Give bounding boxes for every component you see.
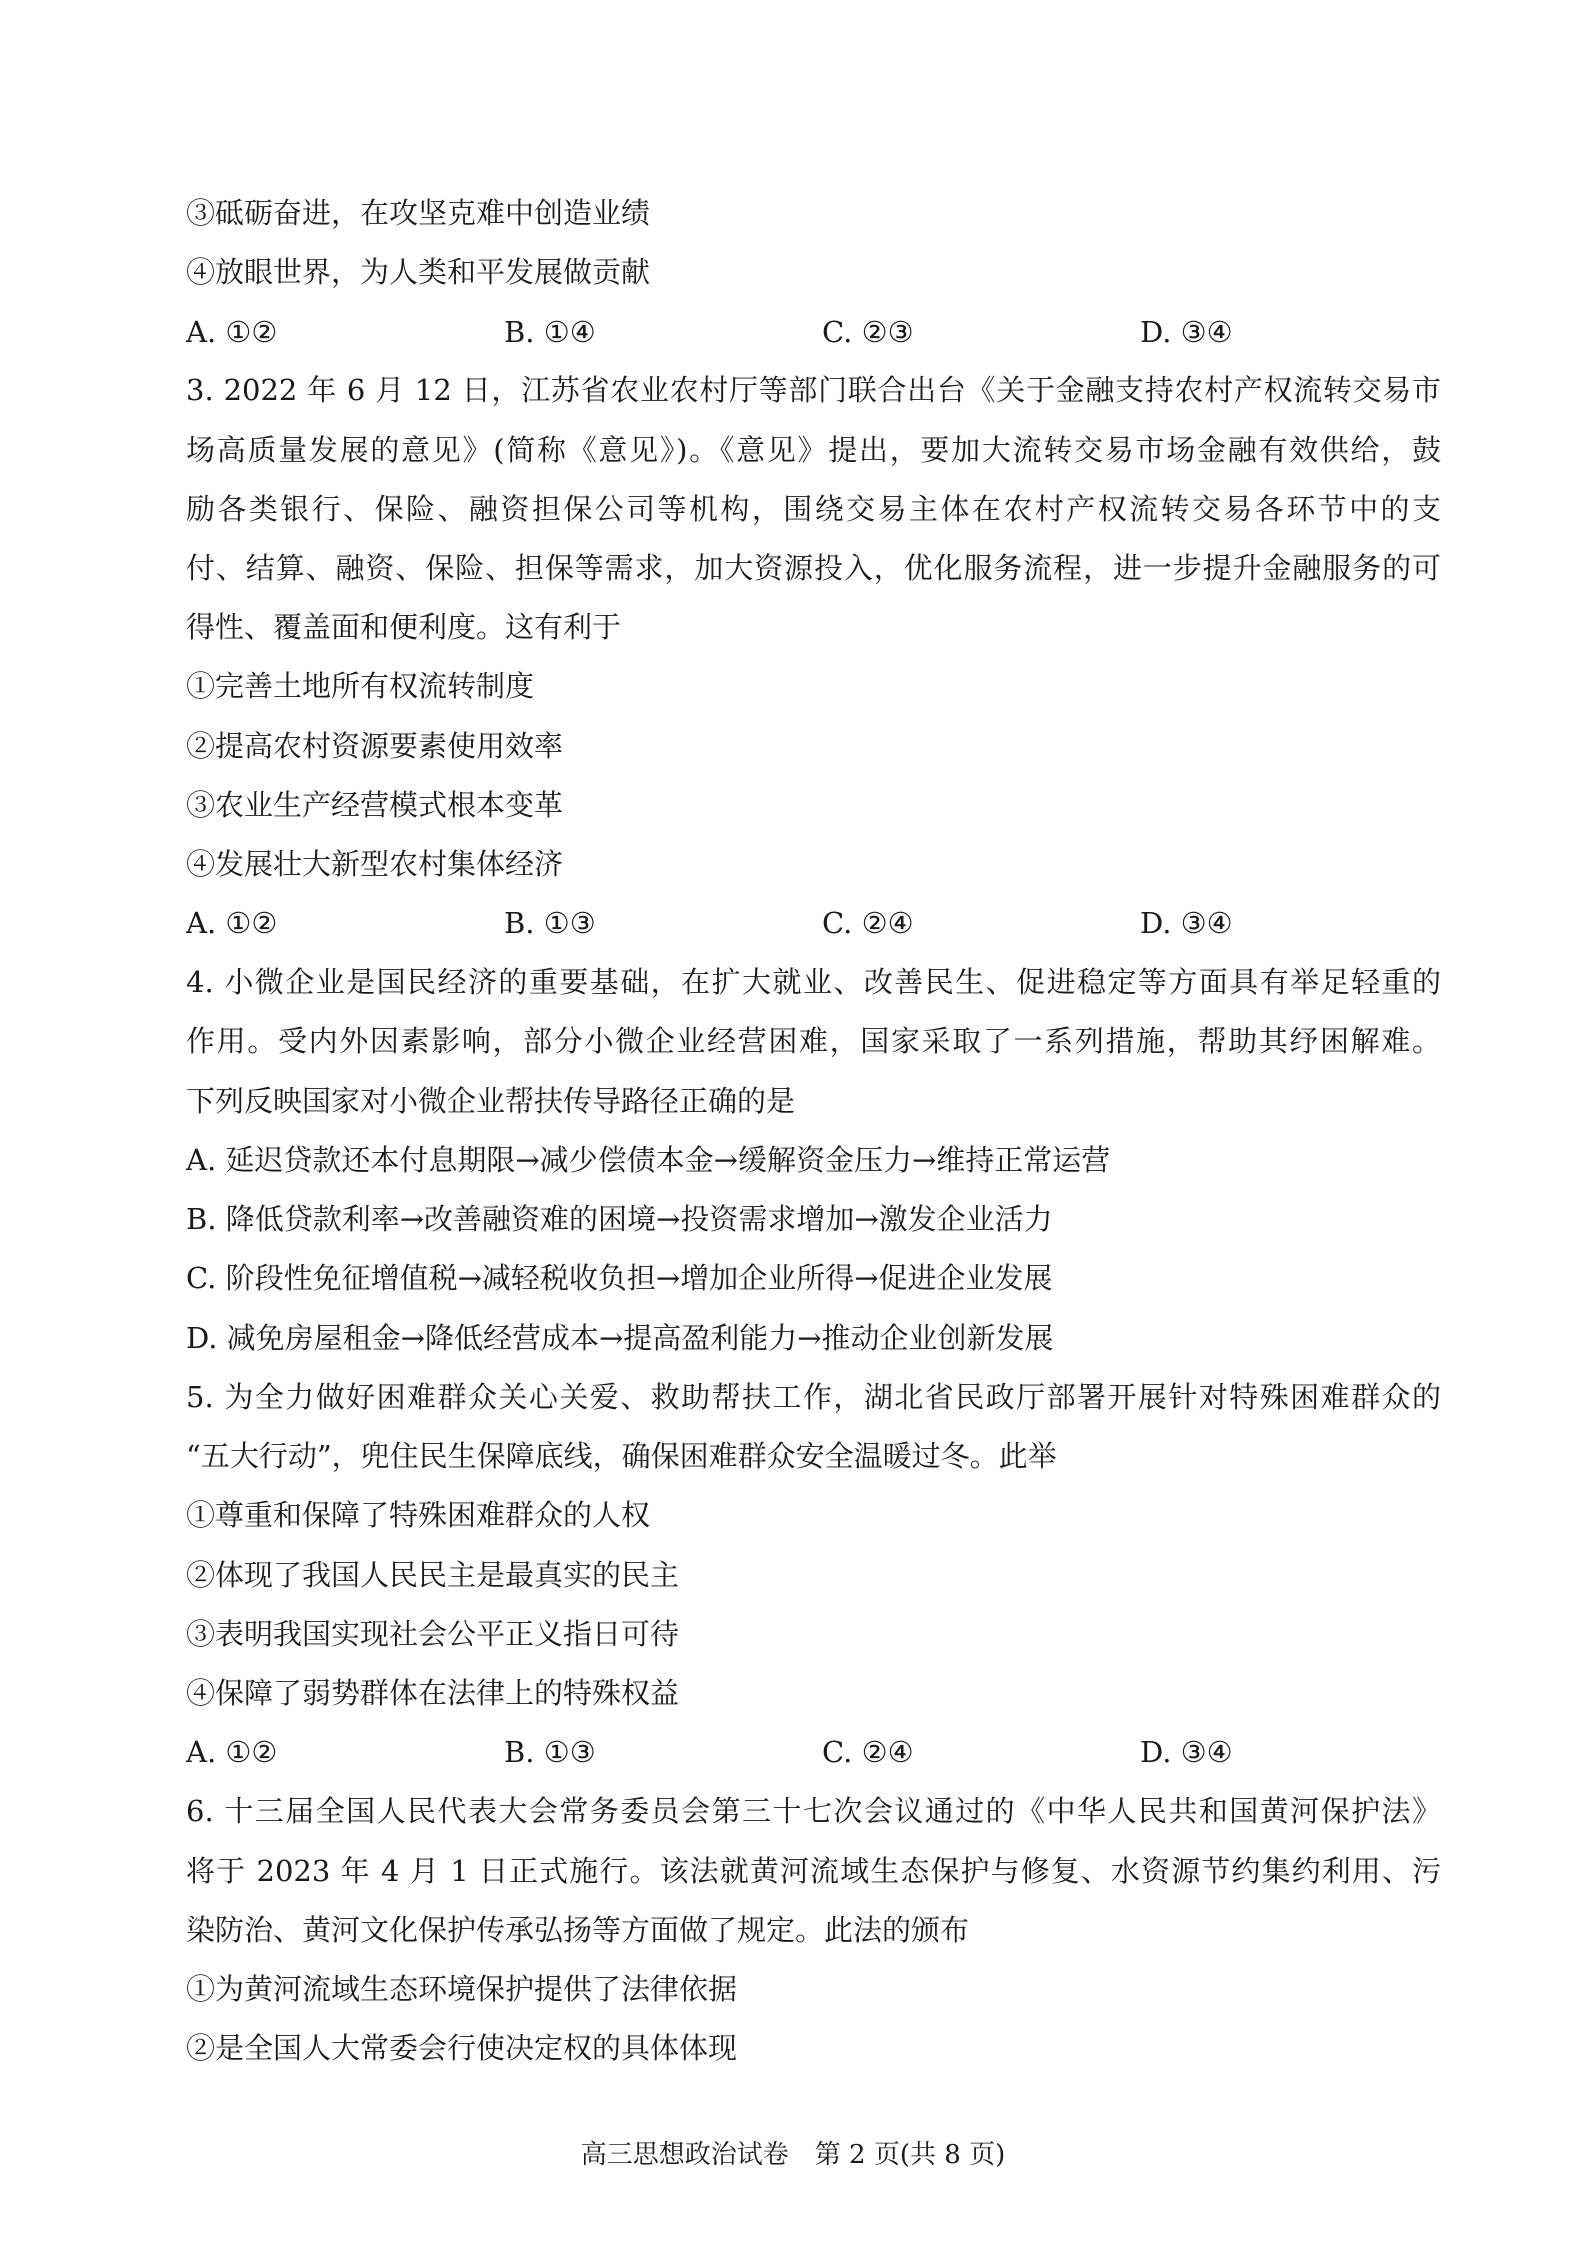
q3-choice-b: B. ①③ xyxy=(504,906,596,940)
q2-choice-b: B. ①④ xyxy=(504,315,596,349)
q2-option-4: ④放眼世界，为人类和平发展做贡献 xyxy=(186,255,651,289)
q3-stem-line: 3. 2022 年 6 月 12 日，江苏省农业农村厅等部门联合出台《关于金融支持农村产权流转交易市 xyxy=(186,373,1441,407)
q3-choice-c: C. ②④ xyxy=(822,906,914,940)
q3-option-4: ④发展壮大新型农村集体经济 xyxy=(186,847,564,881)
q5-choices xyxy=(186,1732,1441,1772)
q5-stem-line: “五大行动”，兜住民生保障底线，确保困难群众安全温暖过冬。此举 xyxy=(186,1439,1057,1473)
q4-option-a: A. 延迟贷款还本付息期限→减少偿债本金→缓解资金压力→维持正常运营 xyxy=(186,1143,1111,1177)
q6-stem-line: 6. 十三届全国人民代表大会常务委员会第三十七次会议通过的《中华人民共和国黄河保护法》 xyxy=(186,1794,1441,1828)
q5-stem-line: 5. 为全力做好困难群众关心关爱、救助帮扶工作，湖北省民政厅部署开展针对特殊困难群众的 xyxy=(186,1380,1441,1414)
q4-option-c: C. 阶段性免征增值税→减轻税收负担→增加企业所得→促进企业发展 xyxy=(186,1261,1053,1295)
q4-stem-line: 作用。受内外因素影响，部分小微企业经营困难，国家采取了一系列措施，帮助其纾困解难。 xyxy=(186,1024,1441,1058)
q2-choices xyxy=(186,312,1441,352)
q5-choice-a: A. ①② xyxy=(186,1735,278,1769)
q3-option-1: ①完善土地所有权流转制度 xyxy=(186,669,535,703)
page-footer: 高三思想政治试卷 第 2 页(共 8 页) xyxy=(580,2140,1006,2170)
q3-choices xyxy=(186,903,1441,943)
q2-option-3: ③砥砺奋进，在攻坚克难中创造业绩 xyxy=(186,196,651,230)
q6-stem-line: 染防治、黄河文化保护传承弘扬等方面做了规定。此法的颁布 xyxy=(186,1913,970,1947)
q5-choice-c: C. ②④ xyxy=(822,1735,914,1769)
q2-choice-c: C. ②③ xyxy=(822,315,914,349)
q3-stem-line: 场高质量发展的意见》(简称《意见》)。《意见》提出，要加大流转交易市场金融有效供给，鼓 xyxy=(186,433,1441,467)
q2-choice-d: D. ③④ xyxy=(1140,315,1233,349)
q3-option-2: ②提高农村资源要素使用效率 xyxy=(186,729,564,763)
q5-option-3: ③表明我国实现社会公平正义指日可待 xyxy=(186,1617,680,1651)
q5-choice-b: B. ①③ xyxy=(504,1735,596,1769)
q4-option-d: D. 减免房屋租金→降低经营成本→提高盈利能力→推动企业创新发展 xyxy=(186,1321,1054,1355)
q5-choice-d: D. ③④ xyxy=(1140,1735,1233,1769)
q6-stem-line: 将于 2023 年 4 月 1 日正式施行。该法就黄河流域生态保护与修复、水资源节约集约利用、污 xyxy=(186,1854,1441,1888)
q6-option-1: ①为黄河流域生态环境保护提供了法律依据 xyxy=(186,1972,738,2006)
q6-option-2: ②是全国人大常委会行使决定权的具体体现 xyxy=(186,2031,738,2065)
q5-option-2: ②体现了我国人民民主是最真实的民主 xyxy=(186,1558,680,1592)
q4-option-b: B. 降低贷款利率→改善融资难的困境→投资需求增加→激发企业活力 xyxy=(186,1202,1053,1236)
q5-option-1: ①尊重和保障了特殊困难群众的人权 xyxy=(186,1498,651,1532)
q3-stem-line: 得性、覆盖面和便利度。这有利于 xyxy=(186,610,622,644)
q3-choice-a: A. ①② xyxy=(186,906,278,940)
q4-stem-line: 下列反映国家对小微企业帮扶传导路径正确的是 xyxy=(186,1084,796,1118)
q5-option-4: ④保障了弱势群体在法律上的特殊权益 xyxy=(186,1676,680,1710)
q3-stem-line: 付、结算、融资、保险、担保等需求，加大资源投入，优化服务流程，进一步提升金融服务的可 xyxy=(186,551,1441,585)
q2-choice-a: A. ①② xyxy=(186,315,278,349)
q4-stem-line: 4. 小微企业是国民经济的重要基础，在扩大就业、改善民生、促进稳定等方面具有举足轻重的 xyxy=(186,965,1441,999)
q3-choice-d: D. ③④ xyxy=(1140,906,1233,940)
q3-stem-line: 励各类银行、保险、融资担保公司等机构，围绕交易主体在农村产权流转交易各环节中的支 xyxy=(186,492,1441,526)
q3-option-3: ③农业生产经营模式根本变革 xyxy=(186,788,564,822)
